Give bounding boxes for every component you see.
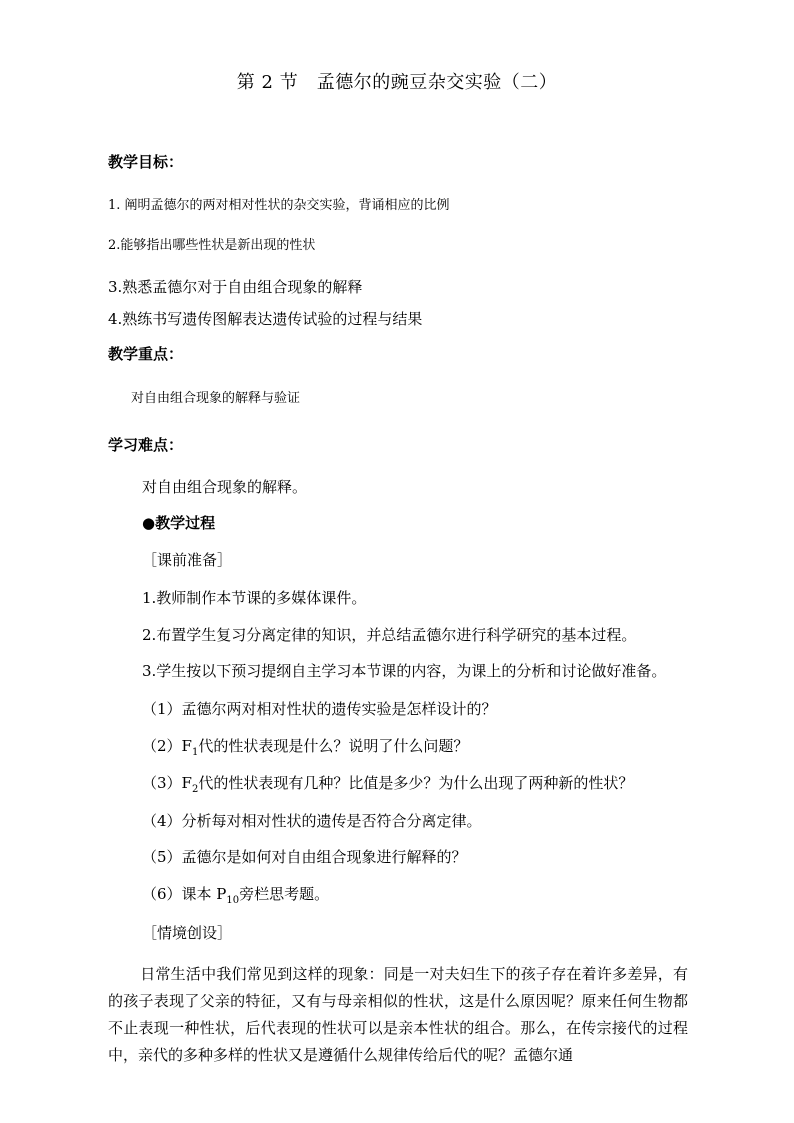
- goal-item: 4.熟练书写遗传图解表达遗传试验的过程与结果: [108, 310, 423, 328]
- goal-item: 2.能够指出哪些性状是新出现的性状: [108, 238, 316, 253]
- goal-item: 1. 阐明孟德尔的两对相对性状的杂交实验，背诵相应的比例: [108, 198, 450, 213]
- question-item: （6）课本 $P_{10}$旁栏思考题。: [142, 885, 330, 906]
- scenario-paragraph: 日常生活中我们常见到这样的现象：同是一对夫妇生下的孩子存在着许多差异，有的孩子表现了父亲的特征，又有与母亲相似的性状，这是什么原因呢？原来任何生物都不止表现一种性状，后代表现的性状可以是亲本性状的组合。那么，在传宗接代的过程中，亲代的多种多样的性状又是遵循什么规律传给后代的呢？孟德尔通: [108, 965, 688, 1064]
- prep-item: 2.布置学生复习分离定律的知识，并总结孟德尔进行科学研究的基本过程。: [142, 626, 637, 644]
- scenario-heading: ［情境创设］: [142, 924, 233, 942]
- question-item: $(3)F_2$代的性状表现有几种？比值是多少？为什么出现了两种新的性状？: [142, 774, 634, 795]
- question-item: （5）孟德尔是如何对自由组合现象进行解释的？: [142, 848, 467, 866]
- focus-text: 对自由组合现象的解释与验证: [131, 391, 301, 406]
- difficulty-heading: 学习难点：: [108, 436, 184, 454]
- prep-item: 3.学生按以下预习提纲自主学习本节课的内容，为课上的分析和讨论做好准备。: [142, 662, 667, 680]
- difficulty-text: 对自由组合现象的解释。: [142, 478, 308, 496]
- focus-heading: 教学重点：: [108, 345, 184, 363]
- goal-item: 3.熟悉孟德尔对于自由组合现象的解释: [108, 278, 363, 296]
- question-item: （1）孟德尔两对相对性状的遗传实验是怎样设计的？: [142, 700, 497, 718]
- prep-heading: ［课前准备］: [142, 551, 233, 569]
- question-item: $(2)F_1$代的性状表现是什么？说明了什么问题？: [142, 737, 469, 758]
- prep-item: 1.教师制作本节课的多媒体课件。: [142, 589, 367, 607]
- process-heading: ●教学过程: [142, 514, 216, 532]
- question-item: （4）分析每对相对性状的遗传是否符合分离定律。: [142, 812, 482, 830]
- page-title: 第 2 节 孟德尔的豌豆杂交实验（二）: [236, 72, 558, 93]
- goals-heading: 教学目标：: [108, 153, 184, 171]
